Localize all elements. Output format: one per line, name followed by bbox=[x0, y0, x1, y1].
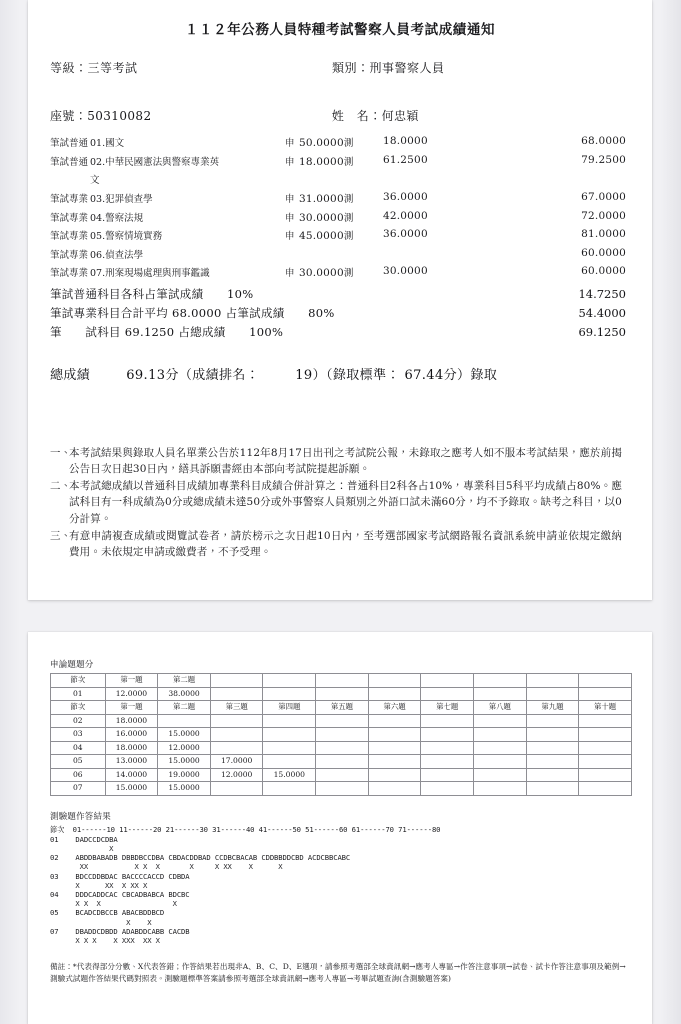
essay-cell: 03 bbox=[51, 728, 106, 742]
subject-category: 筆試專業 bbox=[50, 194, 89, 206]
essay-cell bbox=[368, 714, 421, 728]
subject-row bbox=[28, 133, 652, 152]
note-number: 二、 bbox=[50, 479, 72, 492]
essay-score: 30.0000測 bbox=[299, 267, 354, 280]
essay-header-cell bbox=[316, 674, 369, 688]
subject-total: 60.0000 bbox=[581, 265, 626, 278]
essay-score: 50.0000測 bbox=[299, 137, 354, 150]
subject-total: 67.0000 bbox=[581, 191, 626, 204]
essay-header-cell: 第三題 bbox=[210, 701, 263, 715]
essay-cell bbox=[210, 741, 263, 755]
essay-cell bbox=[579, 714, 632, 728]
essay-header-cell: 第二題 bbox=[158, 701, 211, 715]
subject-name: 文 bbox=[90, 175, 100, 187]
exam-result-page-1 bbox=[28, 0, 652, 600]
subject-row bbox=[28, 226, 652, 245]
mc-mark-inline: 測 bbox=[343, 156, 354, 168]
essay-score: 18.0000測 bbox=[299, 155, 354, 168]
summary-row bbox=[28, 304, 652, 323]
essay-cell bbox=[368, 755, 421, 769]
mc-score: 36.0000 bbox=[383, 191, 428, 204]
essay-cell bbox=[473, 768, 526, 782]
essay-cell bbox=[526, 728, 579, 742]
essay-cell: 17.0000 bbox=[210, 755, 263, 769]
subject-category: 筆試普通 bbox=[50, 156, 89, 168]
essay-mark: 申 bbox=[285, 138, 295, 150]
grade-label: 等級：三等考試 bbox=[50, 61, 138, 75]
mc-answer-row: 03 BDCCDDBDAC BACCCCACCD CDBDA bbox=[50, 871, 190, 881]
grand-total-rank: 19）（錄取標準： bbox=[295, 367, 400, 383]
essay-cell bbox=[526, 741, 579, 755]
essay-cell bbox=[263, 755, 316, 769]
mc-ruler: 節次 01------10 11------20 21------30 31------40 41------50 51------60 61------70 71------80 bbox=[50, 824, 441, 834]
essay-mark bbox=[285, 170, 299, 189]
essay-cell bbox=[263, 782, 316, 796]
essay-cell bbox=[526, 714, 579, 728]
essay-header-cell bbox=[579, 674, 632, 688]
subject-scores-table bbox=[28, 133, 652, 282]
essay-cell: 13.0000 bbox=[105, 755, 158, 769]
essay-data-row bbox=[51, 714, 632, 728]
essay-cell bbox=[421, 755, 474, 769]
mc-answer-row: 07 DBADDCDBDD ADABDDCABB CACDB bbox=[50, 926, 190, 936]
subject-name: 06.偵查法學 bbox=[90, 249, 144, 261]
essay-cell bbox=[526, 755, 579, 769]
mc-score: 42.0000 bbox=[383, 209, 428, 222]
score-summary-table bbox=[28, 285, 652, 342]
essay-header-cell: 第五題 bbox=[316, 701, 369, 715]
essay-cell bbox=[579, 687, 632, 701]
essay-header-cell bbox=[526, 674, 579, 688]
essay-mark: 申 bbox=[285, 156, 295, 168]
essay-cell bbox=[421, 741, 474, 755]
mc-score bbox=[383, 245, 487, 264]
essay-cell bbox=[473, 755, 526, 769]
essay-cell bbox=[421, 714, 474, 728]
essay-cell bbox=[421, 728, 474, 742]
summary-label: 筆試普通科目各科占筆試成績 10% bbox=[50, 287, 254, 302]
mc-score: 30.0000 bbox=[383, 265, 428, 278]
essay-cell bbox=[473, 782, 526, 796]
essay-data-row bbox=[51, 728, 632, 742]
essay-cell bbox=[158, 714, 211, 728]
grand-total-line bbox=[28, 364, 652, 383]
mc-mark-inline: 測 bbox=[343, 212, 354, 224]
mc-mark-inline: 測 bbox=[343, 194, 354, 206]
essay-cell: 19.0000 bbox=[158, 768, 211, 782]
subject-total: 68.0000 bbox=[581, 135, 626, 148]
essay-score: 31.0000測 bbox=[299, 193, 354, 206]
subject-category: 筆試普通 bbox=[50, 138, 89, 150]
essay-data-row bbox=[51, 755, 632, 769]
mc-wrong-marks-row: X X X X XXX XX X bbox=[50, 936, 160, 946]
essay-score bbox=[299, 170, 383, 189]
essay-cell bbox=[473, 741, 526, 755]
essay-header-cell: 第一題 bbox=[105, 701, 158, 715]
grand-total-label: 總成績 bbox=[50, 367, 91, 383]
note-text: 本考試總成績以普通科目成績加專業科目成績合併計算之：普通科目2科各占10%，專業科目5科平均成績占80%。應試科目有一科成績為0分或總成績未達50分或外事警察人員類別之外語口試未滿60分，均不予錄取。缺考之科目，以0分計算。 bbox=[69, 479, 622, 526]
essay-cell bbox=[421, 768, 474, 782]
essay-header-cell: 第八題 bbox=[473, 701, 526, 715]
essay-header-cell bbox=[210, 674, 263, 688]
subject-name: 05.警察情境實務 bbox=[90, 231, 163, 243]
essay-header-cell bbox=[421, 674, 474, 688]
mc-mark-inline: 測 bbox=[343, 138, 354, 150]
essay-cell bbox=[210, 714, 263, 728]
essay-cell bbox=[368, 687, 421, 701]
summary-value: 54.4000 bbox=[578, 306, 626, 321]
candidate-name-label: 姓 名：何忠穎 bbox=[332, 109, 419, 123]
essay-cell bbox=[368, 728, 421, 742]
essay-mark: 申 bbox=[285, 231, 295, 243]
essay-mark: 申 bbox=[285, 212, 295, 224]
subject-row bbox=[28, 207, 652, 226]
essay-cell bbox=[526, 782, 579, 796]
essay-cell bbox=[421, 782, 474, 796]
mc-wrong-marks-row: XX X X X X X XX X X bbox=[50, 862, 283, 872]
essay-score bbox=[299, 245, 383, 264]
essay-header-cell: 第十題 bbox=[579, 701, 632, 715]
category-label: 類別：刑事警察人員 bbox=[332, 61, 445, 75]
mc-answer-row: 02 ABDDBABADB DBBDBCCDBA CBDACDDBAD CCDBCBACAB CDDBBDDCBD ACDCBBCABC bbox=[50, 853, 351, 863]
essay-cell bbox=[316, 687, 369, 701]
essay-section-title: 申論題題分 bbox=[50, 660, 94, 670]
essay-cell: 05 bbox=[51, 755, 106, 769]
summary-label: 筆 試科目 69.1250 占總成績 100% bbox=[50, 325, 284, 340]
mc-score bbox=[383, 170, 487, 189]
mc-score: 36.0000 bbox=[383, 228, 428, 241]
note-text: 本考試結果與錄取人員名單業公告於112年8月17日出刊之考試院公報，未錄取之應考人如不服本考試結果，應於前揭公告日次日起30日內，繕具訴願書經由本部向考試院提起訴願。 bbox=[69, 446, 622, 476]
essay-cell bbox=[579, 755, 632, 769]
essay-cell: 15.0000 bbox=[158, 782, 211, 796]
subject-total: 79.2500 bbox=[581, 153, 626, 166]
summary-value: 14.7250 bbox=[578, 287, 626, 302]
essay-cell bbox=[210, 782, 263, 796]
essay-header-cell: 第二題 bbox=[158, 674, 211, 688]
essay-header-cell: 第四題 bbox=[263, 701, 316, 715]
essay-cell: 38.0000 bbox=[158, 687, 211, 701]
essay-cell: 04 bbox=[51, 741, 106, 755]
essay-scores-table bbox=[50, 673, 632, 796]
subject-category: 筆試專業 bbox=[50, 231, 89, 243]
essay-cell: 12.0000 bbox=[210, 768, 263, 782]
summary-row bbox=[28, 285, 652, 304]
essay-cell bbox=[263, 687, 316, 701]
essay-header-cell bbox=[263, 674, 316, 688]
note-text: 有意申請複查成績或閱覽試卷者，請於榜示之次日起10日內，至考選部國家考試網路報名資訊系統申請並依規定繳納費用。未依規定申請或繳費者，不予受理。 bbox=[69, 529, 622, 559]
essay-data-row bbox=[51, 741, 632, 755]
essay-cell: 15.0000 bbox=[105, 782, 158, 796]
essay-cell bbox=[316, 741, 369, 755]
essay-header-cell: 第一題 bbox=[105, 674, 158, 688]
summary-label: 筆試專業科目合計平均 68.0000 占筆試成績 80% bbox=[50, 306, 335, 321]
essay-header-row bbox=[51, 701, 632, 715]
essay-cell bbox=[210, 687, 263, 701]
summary-value: 69.1250 bbox=[578, 325, 626, 340]
subject-name: 02.中華民國憲法與警察專業英 bbox=[90, 156, 220, 168]
essay-cell: 14.0000 bbox=[105, 768, 158, 782]
essay-cell bbox=[263, 714, 316, 728]
note-number: 三、 bbox=[50, 529, 72, 542]
essay-header-cell bbox=[368, 674, 421, 688]
essay-cell bbox=[316, 768, 369, 782]
mc-answers-section bbox=[50, 810, 632, 946]
subject-row bbox=[28, 152, 652, 171]
exam-result-page-2 bbox=[28, 632, 652, 1024]
essay-cell bbox=[526, 768, 579, 782]
subject-total bbox=[487, 170, 652, 189]
essay-cell: 01 bbox=[51, 687, 106, 701]
subject-name: 04.警察法規 bbox=[90, 212, 144, 224]
subject-name: 01.國文 bbox=[90, 138, 125, 150]
subject-name: 03.犯罪偵查學 bbox=[90, 194, 153, 206]
subject-category bbox=[28, 170, 90, 189]
subject-total: 60.0000 bbox=[581, 246, 626, 259]
essay-cell bbox=[579, 728, 632, 742]
mc-score: 18.0000 bbox=[383, 135, 428, 148]
essay-cell bbox=[316, 714, 369, 728]
mc-score: 61.2500 bbox=[383, 153, 428, 166]
mc-mark-inline: 測 bbox=[343, 231, 354, 243]
essay-header-cell: 節次 bbox=[51, 674, 106, 688]
summary-row bbox=[28, 323, 652, 342]
subject-category: 筆試專業 bbox=[50, 268, 89, 280]
essay-header-cell: 第九題 bbox=[526, 701, 579, 715]
essay-cell bbox=[421, 687, 474, 701]
essay-cell bbox=[368, 768, 421, 782]
essay-cell: 12.0000 bbox=[158, 741, 211, 755]
essay-data-row bbox=[51, 687, 632, 701]
grand-total-score: 69.13分（成績排名： bbox=[126, 367, 260, 383]
essay-header-cell: 第七題 bbox=[421, 701, 474, 715]
grade-category-row bbox=[28, 59, 652, 76]
essay-cell: 15.0000 bbox=[263, 768, 316, 782]
note-item bbox=[50, 445, 622, 478]
essay-score: 30.0000測 bbox=[299, 211, 354, 224]
footnote: 備註：*代表得部分分數、X代表答錯；作答結果若出現非A、B、C、D、E選項，請參照考選部全球資訊網→應考人專區→作答注意事項→試卷、試卡作答注意事項及範例→測驗式試題作答結果代碼對照表。測驗題標準答案請參照考選部全球資訊網→應考人專區→考畢試題查詢(含測驗題答案) bbox=[50, 962, 626, 983]
mc-mark-inline: 測 bbox=[343, 268, 354, 280]
mc-wrong-marks-row: X XX X XX X bbox=[50, 880, 148, 890]
grand-total-standard: 67.44分）錄取 bbox=[404, 367, 498, 383]
mc-answer-row: 01 DADCCDCDBA bbox=[50, 834, 118, 844]
mc-wrong-marks-row: X bbox=[50, 843, 114, 853]
essay-cell: 16.0000 bbox=[105, 728, 158, 742]
essay-cell bbox=[579, 782, 632, 796]
essay-cell bbox=[263, 741, 316, 755]
page-title: １１２年公務人員特種考試警察人員考試成績通知 bbox=[184, 22, 496, 38]
seat-number-label: 座號：50310082 bbox=[50, 109, 152, 123]
essay-header-cell: 第六題 bbox=[368, 701, 421, 715]
subject-category: 筆試專業 bbox=[50, 212, 89, 224]
essay-cell: 15.0000 bbox=[158, 728, 211, 742]
essay-data-row bbox=[51, 782, 632, 796]
essay-score: 45.0000測 bbox=[299, 230, 354, 243]
essay-cell bbox=[579, 741, 632, 755]
essay-header-cell: 節次 bbox=[51, 701, 106, 715]
essay-cell: 06 bbox=[51, 768, 106, 782]
essay-data-row bbox=[51, 768, 632, 782]
note-item bbox=[50, 478, 622, 528]
essay-cell bbox=[210, 728, 263, 742]
essay-mark bbox=[285, 245, 299, 264]
mc-wrong-marks-row: X X X X bbox=[50, 899, 177, 909]
subject-total: 81.0000 bbox=[581, 228, 626, 241]
subject-name: 07.刑案現場處理與刑事鑑識 bbox=[90, 268, 210, 280]
essay-cell: 15.0000 bbox=[158, 755, 211, 769]
subject-row bbox=[28, 170, 652, 189]
essay-cell bbox=[263, 728, 316, 742]
essay-cell: 07 bbox=[51, 782, 106, 796]
essay-cell: 18.0000 bbox=[105, 714, 158, 728]
mc-answer-row: 04 DDDCADDCAC CBCADBABCA BDCBC bbox=[50, 890, 190, 900]
seat-name-row bbox=[28, 107, 652, 124]
mc-wrong-marks-row: X X bbox=[50, 917, 152, 927]
subject-row bbox=[28, 263, 652, 282]
essay-header-row bbox=[51, 674, 632, 688]
subject-total: 72.0000 bbox=[581, 209, 626, 222]
essay-cell bbox=[316, 755, 369, 769]
essay-cell bbox=[316, 728, 369, 742]
essay-cell: 02 bbox=[51, 714, 106, 728]
mc-answer-row: 05 BCADCDBCCB ABACBDDBCD bbox=[50, 908, 165, 918]
subject-category: 筆試專業 bbox=[50, 249, 89, 261]
essay-cell bbox=[473, 687, 526, 701]
essay-cell bbox=[473, 728, 526, 742]
mc-section-title: 測驗題作答結果 bbox=[50, 811, 111, 822]
essay-cell bbox=[579, 768, 632, 782]
essay-mark: 申 bbox=[285, 268, 295, 280]
note-item bbox=[50, 528, 622, 561]
note-number: 一、 bbox=[50, 446, 72, 459]
essay-cell: 12.0000 bbox=[105, 687, 158, 701]
essay-cell bbox=[316, 782, 369, 796]
subject-row bbox=[28, 245, 652, 264]
essay-header-cell bbox=[473, 674, 526, 688]
essay-mark: 申 bbox=[285, 194, 295, 206]
essay-cell: 18.0000 bbox=[105, 741, 158, 755]
notes-section bbox=[28, 445, 652, 561]
essay-cell bbox=[368, 782, 421, 796]
essay-cell bbox=[526, 687, 579, 701]
essay-cell bbox=[368, 741, 421, 755]
subject-row bbox=[28, 189, 652, 208]
essay-cell bbox=[473, 714, 526, 728]
